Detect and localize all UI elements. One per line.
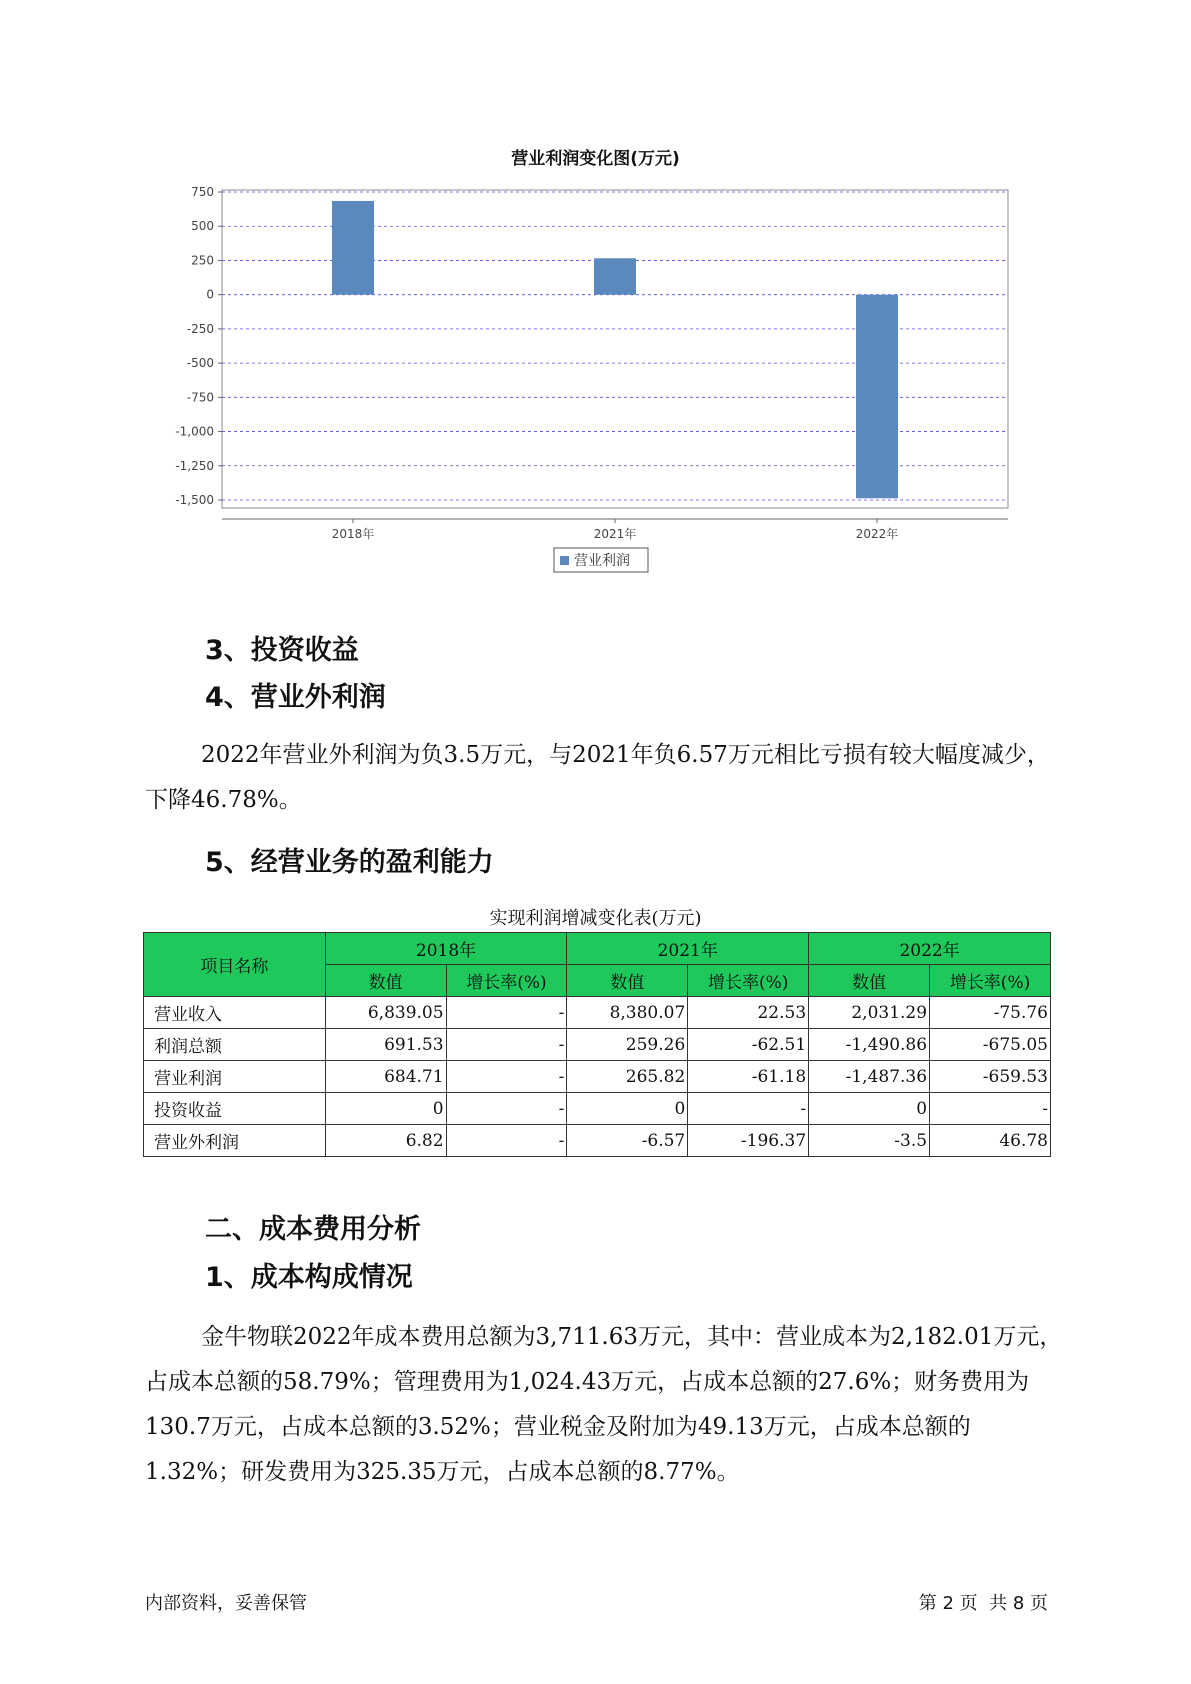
row-name: 投资收益 bbox=[144, 1093, 326, 1125]
row-name: 营业利润 bbox=[144, 1061, 326, 1093]
growth-cell: -659.53 bbox=[930, 1061, 1051, 1093]
table-row bbox=[144, 1125, 1051, 1157]
growth-cell: - bbox=[446, 997, 567, 1029]
value-cell: 0 bbox=[567, 1093, 688, 1125]
header-growth: 增长率(%) bbox=[930, 965, 1051, 997]
table-row bbox=[144, 1061, 1051, 1093]
x-tick-label: 2021年 bbox=[593, 527, 637, 541]
value-cell: -1,487.36 bbox=[809, 1061, 930, 1093]
value-cell: 8,380.07 bbox=[567, 997, 688, 1029]
operating-profit-bar-chart bbox=[150, 180, 1020, 590]
header-growth: 增长率(%) bbox=[688, 965, 809, 997]
value-cell: 259.26 bbox=[567, 1029, 688, 1061]
growth-cell: - bbox=[446, 1093, 567, 1125]
paragraph-cost-structure: 金牛物联2022年成本费用总额为3,711.63万元，其中：营业成本为2,182.01万元，占成本总额的58.79%；管理费用为1,024.43万元，占成本总额的27.6%；财务费用为130.7万元，占成本总额的3.52%；营业税金及附加为49.13万元，占成本总额的1.32%；研发费用为325.35万元，占成本总额的8.77%。 bbox=[145, 1324, 1063, 1485]
value-cell: 6,839.05 bbox=[325, 997, 446, 1029]
heading-cost-analysis: 二、成本费用分析 bbox=[205, 1214, 421, 1245]
growth-cell: -61.18 bbox=[688, 1061, 809, 1093]
y-tick-label: -1,500 bbox=[175, 493, 214, 507]
growth-cell: -62.51 bbox=[688, 1029, 809, 1061]
growth-cell: - bbox=[446, 1061, 567, 1093]
heading-non-operating-profit: 4、营业外利润 bbox=[205, 682, 386, 713]
y-tick-label: -750 bbox=[186, 390, 214, 405]
value-cell: 2,031.29 bbox=[809, 997, 930, 1029]
header-growth: 增长率(%) bbox=[446, 965, 567, 997]
x-tick-label: 2022年 bbox=[855, 527, 899, 541]
row-name: 营业外利润 bbox=[144, 1125, 326, 1157]
bar bbox=[332, 201, 374, 295]
value-cell: -1,490.86 bbox=[809, 1029, 930, 1061]
y-tick-label: -1,000 bbox=[175, 424, 214, 439]
value-cell: 6.82 bbox=[325, 1125, 446, 1157]
heading-cost-structure: 1、成本构成情况 bbox=[205, 1262, 413, 1293]
paragraph-non-operating-profit: 2022年营业外利润为负3.5万元，与2021年负6.57万元相比亏损有较大幅度减少，下降46.78%。 bbox=[145, 742, 1050, 813]
header-year: 2021年 bbox=[567, 933, 809, 965]
growth-cell: -196.37 bbox=[688, 1125, 809, 1157]
y-tick-label: -500 bbox=[186, 356, 214, 371]
value-cell: -6.57 bbox=[567, 1125, 688, 1157]
y-tick-label: 250 bbox=[191, 253, 214, 268]
value-cell: 265.82 bbox=[567, 1061, 688, 1093]
bar bbox=[856, 295, 898, 499]
growth-cell: - bbox=[446, 1029, 567, 1061]
row-name: 营业收入 bbox=[144, 997, 326, 1029]
growth-cell: 46.78 bbox=[930, 1125, 1051, 1157]
value-cell: 684.71 bbox=[325, 1061, 446, 1093]
header-value: 数值 bbox=[567, 965, 688, 997]
value-cell: -3.5 bbox=[809, 1125, 930, 1157]
y-tick-label: -250 bbox=[186, 321, 214, 336]
legend-swatch bbox=[560, 556, 569, 565]
row-name: 利润总额 bbox=[144, 1029, 326, 1061]
bar bbox=[594, 258, 636, 294]
growth-cell: - bbox=[688, 1093, 809, 1125]
growth-cell: - bbox=[930, 1093, 1051, 1125]
growth-cell: -75.76 bbox=[930, 997, 1051, 1029]
x-tick-label: 2018年 bbox=[331, 527, 375, 541]
profit-change-table bbox=[143, 932, 1051, 1157]
value-cell: 691.53 bbox=[325, 1029, 446, 1061]
table-title: 实现利润增减变化表(万元) bbox=[489, 908, 702, 929]
table-row bbox=[144, 997, 1051, 1029]
header-year: 2022年 bbox=[809, 933, 1051, 965]
header-value: 数值 bbox=[809, 965, 930, 997]
y-tick-label: 500 bbox=[191, 219, 214, 234]
heading-investment-income: 3、投资收益 bbox=[205, 635, 359, 666]
value-cell: 0 bbox=[325, 1093, 446, 1125]
header-year: 2018年 bbox=[325, 933, 567, 965]
table-row bbox=[144, 1093, 1051, 1125]
footer-page-number: 第 2 页 共 8 页 bbox=[918, 1593, 1048, 1614]
heading-profitability: 5、经营业务的盈利能力 bbox=[205, 847, 494, 878]
chart-title: 营业利润变化图(万元) bbox=[511, 149, 680, 169]
y-tick-label: 0 bbox=[206, 287, 214, 302]
growth-cell: -675.05 bbox=[930, 1029, 1051, 1061]
footer-confidential: 内部资料，妥善保管 bbox=[145, 1593, 307, 1614]
y-tick-label: -1,250 bbox=[175, 458, 214, 473]
value-cell: 0 bbox=[809, 1093, 930, 1125]
y-tick-label: 750 bbox=[191, 185, 214, 199]
table-row bbox=[144, 1029, 1051, 1061]
growth-cell: - bbox=[446, 1125, 567, 1157]
header-value: 数值 bbox=[325, 965, 446, 997]
growth-cell: 22.53 bbox=[688, 997, 809, 1029]
header-item-name: 项目名称 bbox=[144, 933, 326, 997]
legend-label: 营业利润 bbox=[574, 553, 630, 569]
